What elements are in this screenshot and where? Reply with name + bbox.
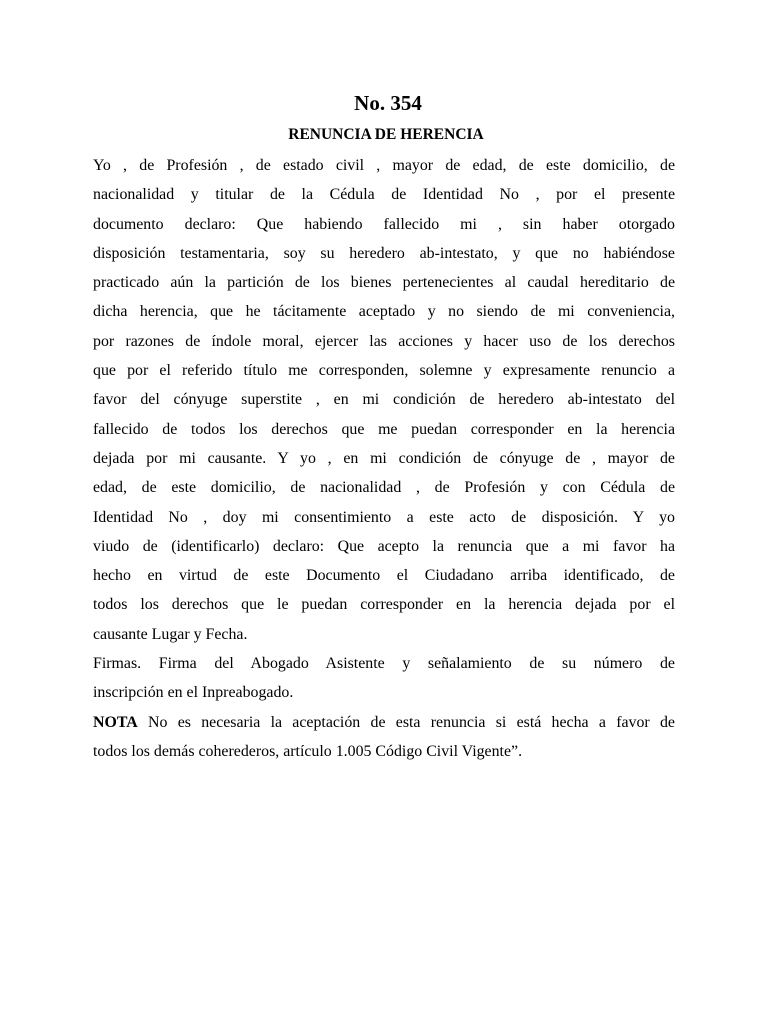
body-line: fallecido de todos los derechos que me puedan corresponder en la herencia <box>93 420 675 438</box>
body-line: causante Lugar y Fecha. <box>93 625 248 643</box>
body-line: viudo de (identificarlo) declaro: Que acepto la renuncia que a mi favor ha <box>93 537 675 555</box>
note-text: No es necesaria la aceptación de esta renuncia si está hecha a favor de <box>137 713 675 731</box>
body-line: todos los derechos que le puedan corresponder en la herencia dejada por el <box>93 596 675 614</box>
body-line: hecho en virtud de este Documento el Ciudadano arriba identificado, de <box>93 567 675 585</box>
signatures-line: Firmas. Firma del Abogado Asistente y señalamiento de su número de <box>93 655 675 673</box>
document-number: No. 354 <box>354 91 422 115</box>
body-line: edad, de este domicilio, de nacionalidad , de Profesión y con Cédula de <box>93 479 675 497</box>
note-line <box>93 708 675 737</box>
note-label: NOTA <box>93 713 138 731</box>
body-line: dicha herencia, que he tácitamente aceptado y no siendo de mi conveniencia, <box>93 303 675 321</box>
body-line: disposición testamentaria, soy su heredero ab-intestato, y que no habiéndose <box>93 244 675 262</box>
body-line: que por el referido título me corresponden, solemne y expresamente renuncio a <box>93 362 675 380</box>
body-line: nacionalidad y titular de la Cédula de Identidad No , por el presente <box>93 186 675 204</box>
note-line: todos los demás coherederos, artículo 1.005 Código Civil Vigente”. <box>93 742 523 760</box>
body-line: practicado aún la partición de los bienes pertenecientes al caudal hereditario de <box>93 274 675 292</box>
document-body <box>93 151 675 766</box>
body-line: favor del cónyuge superstite , en mi condición de heredero ab-intestato del <box>93 391 675 409</box>
body-line: Yo , de Profesión , de estado civil , mayor de edad, de este domicilio, de <box>93 157 675 174</box>
signatures-line: inscripción en el Inpreabogado. <box>93 684 294 702</box>
document-title: RENUNCIA DE HERENCIA <box>288 126 484 143</box>
body-line: Identidad No , doy mi consentimiento a este acto de disposición. Y yo <box>93 508 675 526</box>
body-line: por razones de índole moral, ejercer las acciones y hacer uso de los derechos <box>93 332 675 350</box>
body-line: dejada por mi causante. Y yo , en mi condición de cónyuge de , mayor de <box>93 449 675 467</box>
body-line: documento declaro: Que habiendo fallecido mi , sin haber otorgado <box>93 215 675 233</box>
